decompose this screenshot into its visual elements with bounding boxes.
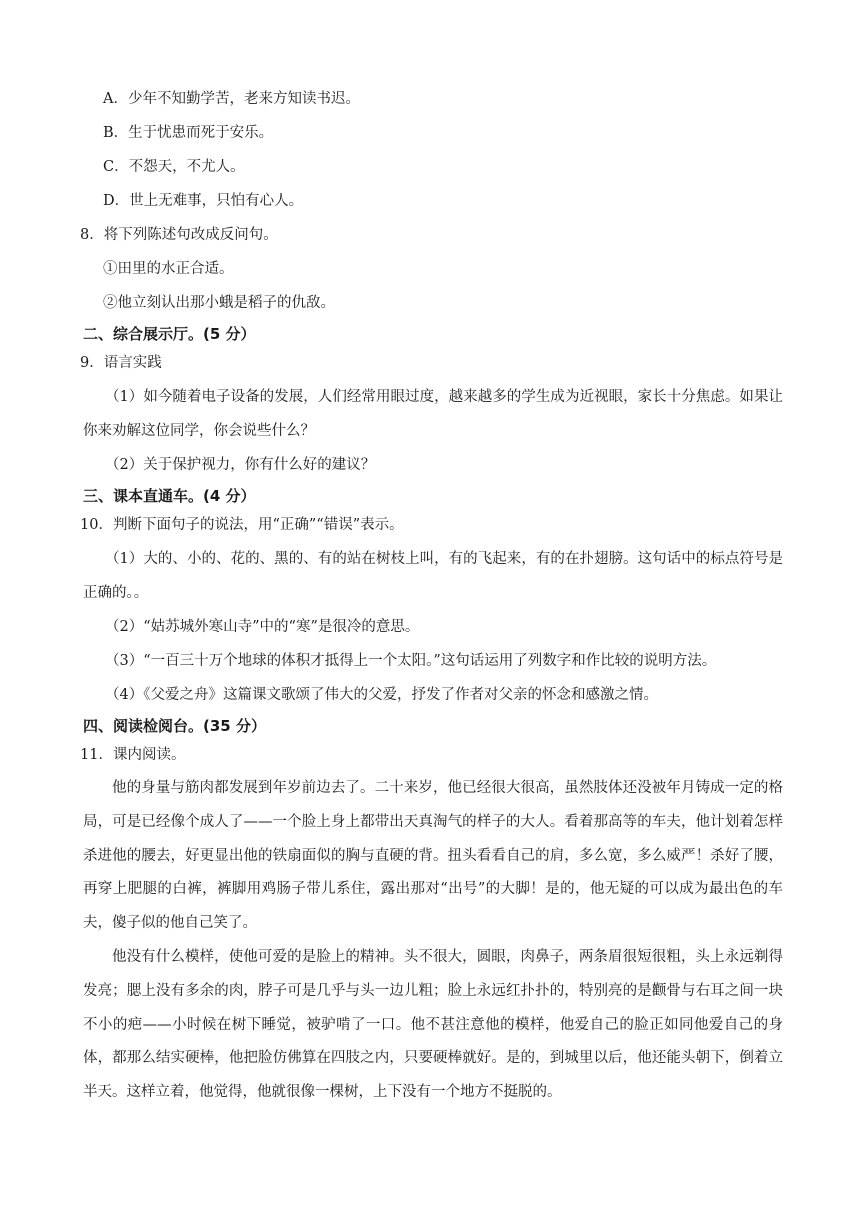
exam-page [80, 82, 783, 1110]
question-9-part-2: （2）关于保护视力，你有什么好的建议？ [105, 457, 376, 473]
reading-paragraph-1: 他的身量与筋肉都发展到年岁前边去了。二十来岁，他已经很大很高，虽然肢体还没被年月铸成一定的格局，可是已经像个成人了——一个脸上身上都带出天真淘气的样子的大人。看着那高等的车夫，他计划着怎样杀进他的腰去，好更显出他的铁扇面似的胸与直硬的背。扭头看看自己的肩，多么宽，多么威严！杀好了腰，再穿上肥腿的白裤，裤脚用鸡肠子带儿系住，露出那对“出号”的大脚！是的，他无疑的可以成为最出色的车夫，傻子似的他自己笑了。 [83, 780, 783, 932]
section-2-heading: 二、综合展示厅。(5 分） [83, 325, 256, 343]
option-a: A．少年不知勤学苦，老来方知读书迟。 [103, 91, 360, 107]
question-8-item-1: ①田里的水正合适。 [103, 261, 234, 277]
question-10-part-4: （4）《父爱之舟》这篇课文歌颂了伟大的父爱，抒发了作者对父亲的怀念和感激之情。 [105, 687, 658, 703]
question-10-part-1: （1）大的、小的、花的、黑的、有的站在树枝上叫，有的飞起来，有的在扑翅膀。这句话中的标点符号是正确的。。 [83, 551, 783, 601]
option-d: D．世上无难事，只怕有心人。 [103, 193, 304, 209]
option-b: B．生于忧患而死于安乐。 [103, 125, 274, 141]
option-c: C．不怨天，不尤人。 [103, 159, 245, 175]
question-8-title: 8．将下列陈述句改成反问句。 [80, 227, 278, 243]
question-10-part-2: （2）“姑苏城外寒山寺”中的“寒”是很冷的意思。 [105, 619, 420, 635]
question-11-title: 11．课内阅读。 [80, 747, 186, 763]
question-9-part-1: （1）如今随着电子设备的发展，人们经常用眼过度，越来越多的学生成为近视眼，家长十分焦虑。如果让你来劝解这位同学，你会说些什么？ [83, 389, 783, 439]
question-10-title: 10．判断下面句子的说法，用“正确”“错误”表示。 [80, 517, 404, 533]
question-8-item-2: ②他立刻认出那小蛾是稻子的仇敌。 [103, 295, 335, 311]
section-4-heading: 四、阅读检阅台。(35 分） [83, 717, 266, 735]
question-9-title: 9．语言实践 [80, 355, 162, 371]
question-10-part-3: （3）“一百三十万个地球的体积才抵得上一个太阳。”这句话运用了列数字和作比较的说明方法。 [105, 653, 717, 669]
reading-paragraph-2: 他没有什么模样，使他可爱的是脸上的精神。头不很大，圆眼，肉鼻子，两条眉很短很粗，头上永远剃得发亮；腮上没有多余的肉，脖子可是几乎与头一边儿粗；脸上永远红扑扑的，特别亮的是颧骨与右耳之间一块不小的疤——小时候在树下睡觉，被驴啃了一口。他不甚注意他的模样，他爱自己的脸正如同他爱自己的身体，都那么结实硬棒，他把脸仿佛算在四肢之内，只要硬棒就好。是的，到城里以后，他还能头朝下，倒着立半天。这样立着，他觉得，他就很像一棵树，上下没有一个地方不挺脱的。 [83, 948, 783, 1101]
section-3-heading: 三、课本直通车。(4 分） [83, 487, 256, 505]
